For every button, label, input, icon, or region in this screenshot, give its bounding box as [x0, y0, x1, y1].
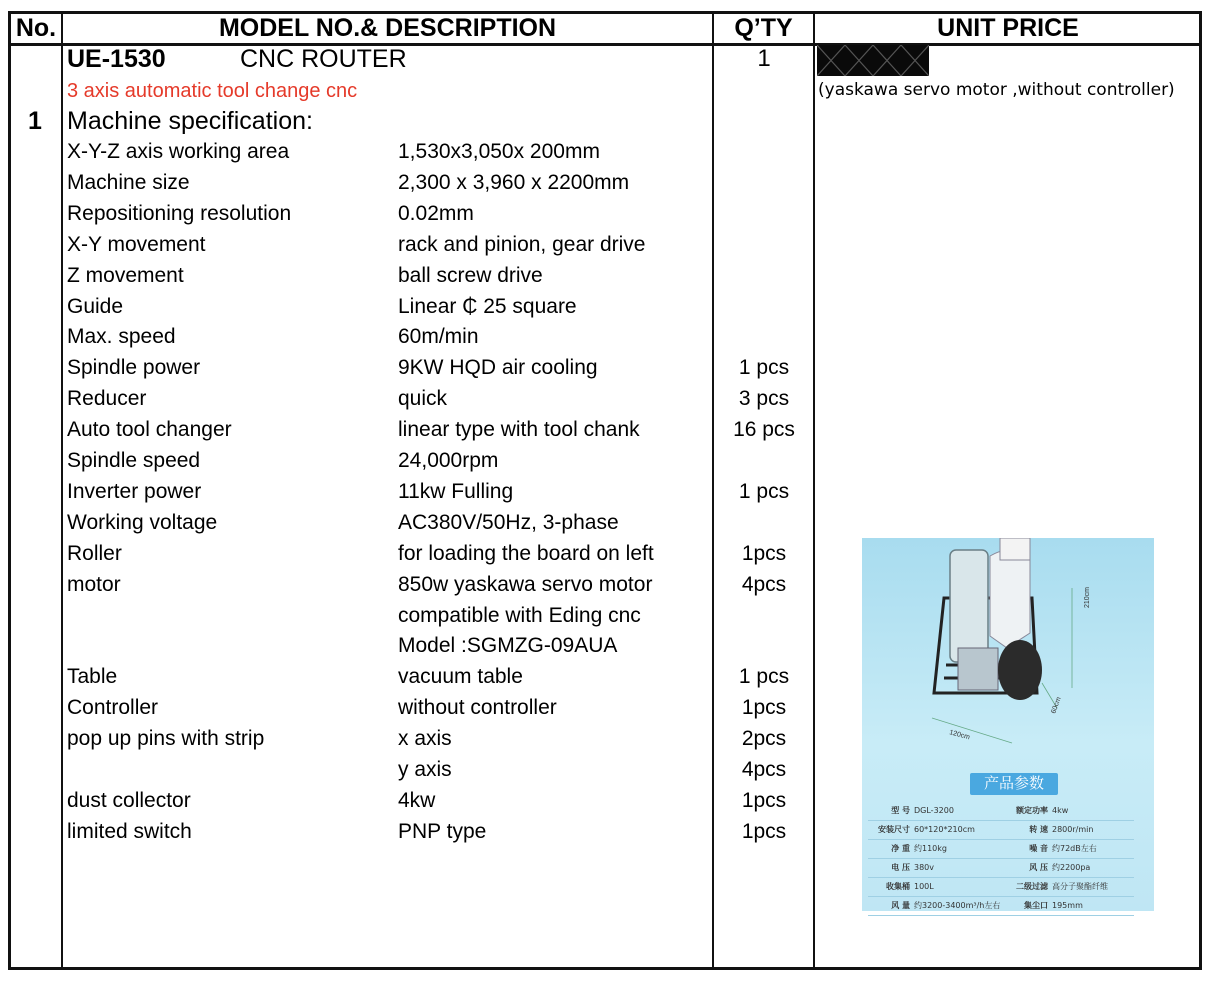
- param-key: 型 号: [891, 806, 910, 815]
- spec-value: AC380V/50Hz, 3-phase: [398, 510, 619, 534]
- model-number: UE-1530: [67, 45, 166, 73]
- spec-name: motor: [67, 572, 121, 596]
- param-value: 约2200pa: [1052, 863, 1091, 872]
- header-no: No.: [15, 14, 57, 42]
- spec-name: X-Y movement: [67, 232, 206, 256]
- spec-value: 24,000rpm: [398, 449, 499, 472]
- spec-name: Z movement: [67, 263, 184, 287]
- price-note: (yaskawa servo motor ,without controller): [818, 80, 1175, 100]
- param-value: 60*120*210cm: [914, 825, 975, 834]
- product-params-table: [868, 802, 1134, 916]
- param-row: [868, 878, 1134, 897]
- param-value: 4kw: [1052, 806, 1069, 815]
- param-row: [868, 859, 1134, 878]
- param-value: DGL-3200: [914, 806, 954, 815]
- spec-name: Guide: [67, 294, 124, 318]
- spec-value: 850w yaskawa servo motor: [398, 572, 653, 596]
- spec-quantity: 2pcs: [741, 727, 787, 751]
- header-unit-price: UNIT PRICE: [937, 14, 1079, 42]
- spec-value: for loading the board on left: [398, 541, 654, 565]
- spec-name: Inverter power: [67, 479, 202, 503]
- spec-quantity: 1 pcs: [738, 356, 790, 380]
- spec-value: quick: [398, 387, 448, 411]
- product-params-title: 产品参数: [970, 773, 1058, 795]
- spec-value: 9KW HQD air cooling: [398, 356, 598, 380]
- spec-name: dust collector: [67, 788, 191, 812]
- spec-name: Max. speed: [67, 325, 176, 349]
- spec-value: y axis: [398, 758, 452, 781]
- spec-value: vacuum table: [398, 665, 523, 689]
- spec-name: Repositioning resolution: [67, 201, 292, 225]
- param-value: 高分子聚酯纤维: [1052, 882, 1108, 891]
- param-key: 净 重: [891, 844, 910, 853]
- param-key: 收集桶: [886, 882, 910, 891]
- item-number: 1: [28, 107, 42, 135]
- header-divider: [8, 43, 1202, 46]
- spec-name: Auto tool changer: [67, 418, 232, 442]
- param-value: 约3200-3400m³/h左右: [914, 901, 1001, 910]
- param-value: 约110kg: [914, 844, 947, 853]
- dust-collector-illustration: [862, 538, 1154, 768]
- spec-name: Spindle power: [67, 356, 201, 380]
- spec-name: Controller: [67, 696, 159, 720]
- spec-value: 0.02mm: [398, 201, 474, 225]
- header-qty: Q’TY: [734, 14, 793, 42]
- spec-quantity: 1 pcs: [738, 665, 790, 689]
- redacted-price: [817, 45, 929, 76]
- spec-value: compatible with Eding cnc: [398, 603, 641, 627]
- spec-quantity: 1pcs: [741, 819, 787, 843]
- param-key: 噪 音: [1029, 844, 1048, 853]
- spec-name: Roller: [67, 541, 122, 565]
- spec-value: x axis: [398, 727, 452, 751]
- param-value: 100L: [914, 882, 934, 891]
- param-key: 转 速: [1029, 825, 1048, 834]
- spec-quantity: 1pcs: [741, 696, 787, 720]
- param-key: 风 量: [891, 901, 910, 910]
- param-value: 195mm: [1052, 901, 1083, 910]
- param-value: 380v: [914, 863, 935, 872]
- spec-value: 11kw Fulling: [398, 479, 514, 503]
- spec-quantity: 1pcs: [741, 788, 787, 812]
- spec-value: Linear ₵ 25 square: [398, 294, 577, 318]
- header-model-description: MODEL NO.& DESCRIPTION: [218, 14, 557, 42]
- param-row: [868, 802, 1134, 821]
- spec-name: Reducer: [67, 387, 147, 411]
- spec-quantity: 1 pcs: [738, 479, 790, 503]
- spec-name: Table: [67, 665, 118, 689]
- spec-name: Working voltage: [67, 510, 218, 534]
- param-row: [868, 821, 1134, 840]
- param-value: 约72dB左右: [1052, 844, 1097, 853]
- spec-value: Model :SGMZG-09AUA: [398, 634, 618, 658]
- param-value: 2800r/min: [1052, 825, 1094, 834]
- item-quantity: 1: [757, 45, 771, 72]
- param-row: [868, 897, 1134, 916]
- param-key: 风 压: [1029, 863, 1048, 872]
- spec-value: 4kw: [398, 788, 436, 812]
- photo-width-label: 120cm: [948, 729, 971, 742]
- spec-heading: Machine specification:: [67, 107, 313, 135]
- spec-name: X-Y-Z axis working area: [67, 140, 290, 163]
- photo-height-label: 210cm: [1084, 586, 1091, 608]
- spec-quantity: 4pcs: [741, 758, 787, 781]
- spec-quantity: 1pcs: [741, 541, 787, 565]
- spec-value: rack and pinion, gear drive: [398, 232, 646, 256]
- param-key: 二级过滤: [1016, 882, 1048, 891]
- param-row: [868, 840, 1134, 859]
- photo-depth-label: 60cm: [1050, 696, 1063, 715]
- spec-name: limited switch: [67, 819, 192, 843]
- spec-quantity: 16 pcs: [733, 418, 795, 442]
- spec-value: 2,300 x 3,960 x 2200mm: [398, 170, 630, 194]
- column-divider: [61, 11, 63, 970]
- spec-quantity: 3 pcs: [738, 387, 790, 411]
- spec-value: 1,530x3,050x 200mm: [398, 140, 600, 163]
- param-key: 集尘口: [1024, 901, 1048, 910]
- spec-value: without controller: [398, 696, 557, 720]
- param-key: 额定功率: [1016, 806, 1048, 815]
- spec-name: pop up pins with strip: [67, 727, 265, 751]
- product-subtitle: 3 axis automatic tool change cnc: [67, 80, 358, 102]
- product-name: CNC ROUTER: [240, 45, 407, 73]
- spec-value: PNP type: [398, 819, 487, 843]
- spec-name: Spindle speed: [67, 449, 201, 472]
- param-key: 安装尺寸: [878, 825, 910, 834]
- spec-quantity: 4pcs: [741, 572, 787, 596]
- spec-value: ball screw drive: [398, 263, 543, 287]
- param-key: 电 压: [891, 863, 910, 872]
- spec-name: Machine size: [67, 170, 190, 194]
- spec-value: 60m/min: [398, 325, 479, 349]
- spec-value: linear type with tool chank: [398, 418, 640, 442]
